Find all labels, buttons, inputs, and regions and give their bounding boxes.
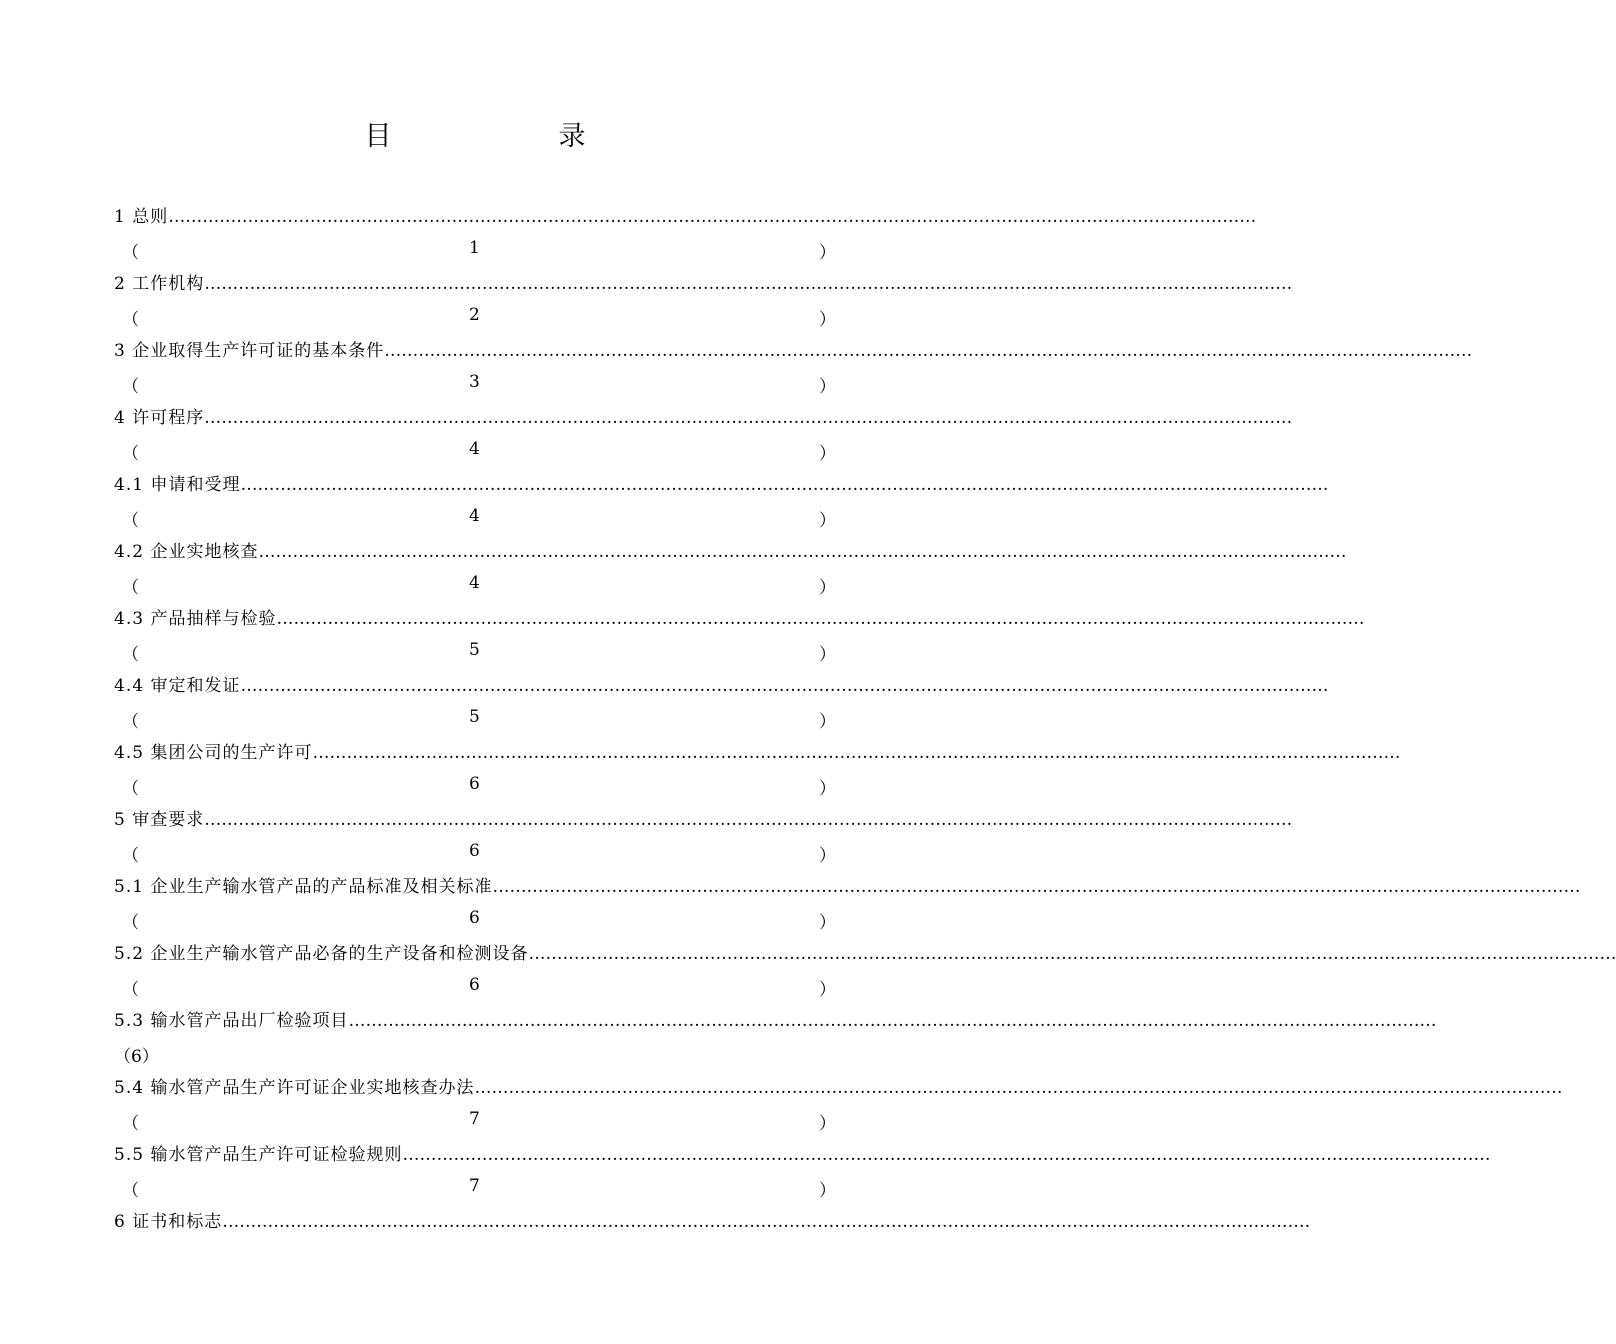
paren-right: ） bbox=[819, 309, 836, 330]
toc-page-number: 3 bbox=[469, 371, 480, 392]
paren-right: ） bbox=[819, 1180, 836, 1201]
toc-entry-label: 4.5 集团公司的生产许可 bbox=[114, 742, 313, 763]
dot-leader: ………………………………………………………………………………………………………………………………………………………………………… bbox=[474, 1077, 1563, 1098]
toc-entry-label: 4.1 申请和受理 bbox=[114, 474, 241, 495]
toc-page-number-line bbox=[114, 502, 834, 536]
toc-page-number: 6 bbox=[469, 773, 480, 794]
toc-page-number: 6 bbox=[469, 907, 480, 928]
toc-entry-label: 3 企业取得生产许可证的基本条件 bbox=[114, 340, 385, 361]
dot-leader: ………………………………………………………………………………………………………………………………………………………………………… bbox=[240, 675, 1329, 696]
page-title: 目 录 bbox=[364, 121, 656, 152]
toc-entry-label: 4.3 产品抽样与检验 bbox=[114, 608, 277, 629]
toc-entry-label: 4.2 企业实地核查 bbox=[114, 541, 259, 562]
dot-leader: ………………………………………………………………………………………………………………………………………………………………………… bbox=[312, 742, 1401, 763]
dot-leader: ………………………………………………………………………………………………………………………………………………………………………… bbox=[168, 206, 1257, 227]
paren-left: （ bbox=[122, 376, 139, 397]
dot-leader: ………………………………………………………………………………………………………………………………………………………………………… bbox=[258, 541, 1347, 562]
dot-leader: ………………………………………………………………………………………………………………………………………………………………………… bbox=[204, 809, 1293, 830]
paren-right: ） bbox=[819, 711, 836, 732]
toc-page-number: 1 bbox=[469, 237, 480, 258]
paren-right: ） bbox=[819, 845, 836, 866]
toc-page-number-line bbox=[114, 636, 834, 670]
toc-page-number: 6 bbox=[469, 974, 480, 995]
toc-entry[interactable] bbox=[114, 334, 1473, 368]
paren-left: （ bbox=[122, 711, 139, 732]
dot-leader: ………………………………………………………………………………………………………………………………………………………………………… bbox=[528, 943, 1616, 964]
toc-entry[interactable] bbox=[114, 602, 1365, 636]
toc-entry[interactable] bbox=[114, 870, 1581, 904]
toc-page-number: 5 bbox=[469, 639, 480, 660]
toc-page-number: （6） bbox=[114, 1046, 159, 1067]
paren-left: （ bbox=[122, 309, 139, 330]
paren-right: ） bbox=[819, 242, 836, 263]
dot-leader: ………………………………………………………………………………………………………………………………………………………………………… bbox=[276, 608, 1365, 629]
paren-left: （ bbox=[122, 778, 139, 799]
paren-right: ） bbox=[819, 1113, 836, 1134]
toc-page-number: 7 bbox=[469, 1175, 480, 1196]
dot-leader: ………………………………………………………………………………………………………………………………………………………………………… bbox=[204, 407, 1293, 428]
toc-entry[interactable] bbox=[114, 1071, 1563, 1105]
dot-leader: ………………………………………………………………………………………………………………………………………………………………………… bbox=[402, 1144, 1491, 1165]
paren-left: （ bbox=[122, 979, 139, 1000]
toc-page-number-line bbox=[114, 1105, 834, 1139]
toc-page-number-line bbox=[114, 1038, 834, 1072]
toc-entry-label: 2 工作机构 bbox=[114, 273, 205, 294]
paren-left: （ bbox=[122, 912, 139, 933]
toc-page-number-line bbox=[114, 770, 834, 804]
toc-page-number: 7 bbox=[469, 1108, 480, 1129]
toc-page-number: 4 bbox=[469, 572, 480, 593]
toc-page-number: 4 bbox=[469, 438, 480, 459]
toc-entry-label: 5.3 输水管产品出厂检验项目 bbox=[114, 1010, 349, 1031]
paren-left: （ bbox=[122, 845, 139, 866]
toc-page-number-line bbox=[114, 703, 834, 737]
paren-right: ） bbox=[819, 376, 836, 397]
paren-right: ） bbox=[819, 443, 836, 464]
toc-page-number: 4 bbox=[469, 505, 480, 526]
paren-left: （ bbox=[122, 644, 139, 665]
table-of-contents bbox=[114, 200, 1616, 1239]
paren-right: ） bbox=[819, 577, 836, 598]
dot-leader: ………………………………………………………………………………………………………………………………………………………………………… bbox=[240, 474, 1329, 495]
dot-leader: ………………………………………………………………………………………………………………………………………………………………………… bbox=[384, 340, 1473, 361]
paren-right: ） bbox=[819, 644, 836, 665]
toc-entry[interactable] bbox=[114, 468, 1329, 502]
toc-page-number-line bbox=[114, 234, 834, 268]
toc-page-number-line bbox=[114, 904, 834, 938]
toc-entry[interactable] bbox=[114, 1004, 1437, 1038]
dot-leader: ………………………………………………………………………………………………………………………………………………………………………… bbox=[204, 273, 1293, 294]
toc-entry[interactable] bbox=[114, 1205, 1311, 1239]
toc-entry[interactable] bbox=[114, 1138, 1491, 1172]
toc-page-number: 2 bbox=[469, 304, 480, 325]
paren-right: ） bbox=[819, 979, 836, 1000]
toc-entry[interactable] bbox=[114, 669, 1329, 703]
toc-entry-label: 4.4 审定和发证 bbox=[114, 675, 241, 696]
toc-entry[interactable] bbox=[114, 736, 1401, 770]
toc-entry[interactable] bbox=[114, 937, 1616, 971]
paren-right: ） bbox=[819, 778, 836, 799]
toc-entry-label: 5.1 企业生产输水管产品的产品标准及相关标准 bbox=[114, 876, 493, 897]
paren-left: （ bbox=[122, 443, 139, 464]
toc-entry[interactable] bbox=[114, 200, 1257, 234]
dot-leader: ………………………………………………………………………………………………………………………………………………………………………… bbox=[348, 1010, 1437, 1031]
toc-page-number-line bbox=[114, 301, 834, 335]
toc-entry-label: 6 证书和标志 bbox=[114, 1211, 223, 1232]
dot-leader: ………………………………………………………………………………………………………………………………………………………………………… bbox=[222, 1211, 1311, 1232]
toc-entry[interactable] bbox=[114, 535, 1347, 569]
toc-entry-label: 5.5 输水管产品生产许可证检验规则 bbox=[114, 1144, 403, 1165]
toc-page-number-line bbox=[114, 1172, 834, 1206]
toc-page-number-line bbox=[114, 569, 834, 603]
paren-right: ） bbox=[819, 510, 836, 531]
toc-entry[interactable] bbox=[114, 401, 1293, 435]
toc-page-number-line bbox=[114, 837, 834, 871]
toc-entry[interactable] bbox=[114, 267, 1293, 301]
toc-entry-label: 5.2 企业生产输水管产品必备的生产设备和检测设备 bbox=[114, 943, 529, 964]
toc-page-number: 6 bbox=[469, 840, 480, 861]
paren-left: （ bbox=[122, 1180, 139, 1201]
toc-entry-label: 4 许可程序 bbox=[114, 407, 205, 428]
paren-left: （ bbox=[122, 1113, 139, 1134]
paren-left: （ bbox=[122, 577, 139, 598]
dot-leader: ………………………………………………………………………………………………………………………………………………………………………… bbox=[492, 876, 1581, 897]
toc-entry-label: 5 审查要求 bbox=[114, 809, 205, 830]
toc-page-number-line bbox=[114, 971, 834, 1005]
toc-page-number: 5 bbox=[469, 706, 480, 727]
toc-page-number-line bbox=[114, 435, 834, 469]
paren-left: （ bbox=[122, 242, 139, 263]
toc-entry-label: 1 总则 bbox=[114, 206, 169, 227]
paren-left: （ bbox=[122, 510, 139, 531]
toc-entry-label: 5.4 输水管产品生产许可证企业实地核查办法 bbox=[114, 1077, 475, 1098]
paren-right: ） bbox=[819, 912, 836, 933]
toc-page-number-line bbox=[114, 368, 834, 402]
toc-entry[interactable] bbox=[114, 803, 1293, 837]
